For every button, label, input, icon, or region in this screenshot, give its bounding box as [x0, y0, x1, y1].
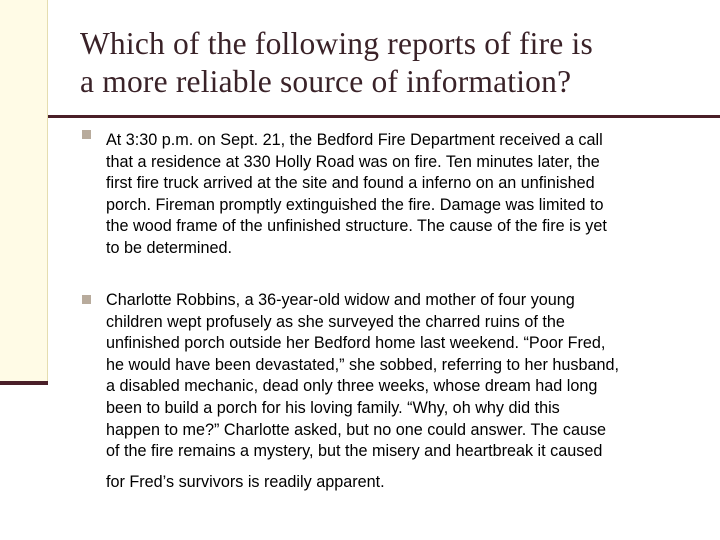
paragraph-line: he would have been devastated,” she sobbed, referring to her husband, — [106, 355, 619, 374]
paragraph-line: that a residence at 330 Holly Road was on fire. Ten minutes later, the — [106, 152, 600, 171]
paragraph-line: At 3:30 p.m. on Sept. 21, the Bedford Fire Department received a call — [106, 131, 603, 149]
paragraph-line: unfinished porch outside her Bedford home last weekend. “Poor Fred, — [106, 334, 606, 353]
square-bullet-icon — [82, 295, 91, 304]
paragraph-line: of the fire remains a mystery, but the misery and heartbreak it caused — [106, 442, 603, 461]
paragraph-line: to be determined. — [106, 238, 232, 257]
paragraph-line: Charlotte Robbins, a 36-year-old widow and mother of four young — [106, 291, 575, 309]
paragraph-line: happen to me?” Charlotte asked, but no one could answer. The cause — [106, 420, 607, 439]
report-paragraph-official — [106, 130, 706, 260]
left-accent-rule — [0, 381, 48, 385]
slide-title — [80, 25, 700, 101]
square-bullet-icon — [82, 130, 91, 139]
left-decorative-band — [0, 0, 48, 383]
title-line-2: a more reliable source of information? — [80, 64, 572, 99]
paragraph-trailing-line: for Fred’s survivors is readily apparent. — [106, 473, 385, 491]
title-line-1: Which of the following reports of fire is — [80, 26, 593, 61]
paragraph-line: porch. Fireman promptly extinguished the fire. Damage was limited to — [106, 195, 604, 214]
paragraph-line: been to build a porch for his loving family. “Why, oh why did this — [106, 398, 560, 417]
paragraph-line: a disabled mechanic, dead only three weeks, whose dream had long — [106, 377, 598, 396]
title-underline-rule — [48, 115, 720, 118]
report-paragraph-emotional — [106, 290, 706, 463]
paragraph-line: the wood frame of the unfinished structure. The cause of the fire is yet — [106, 217, 607, 236]
paragraph-line: first fire truck arrived at the site and found a inferno on an unfinished — [106, 174, 595, 193]
paragraph-line: children wept profusely as she surveyed the charred ruins of the — [106, 312, 565, 331]
